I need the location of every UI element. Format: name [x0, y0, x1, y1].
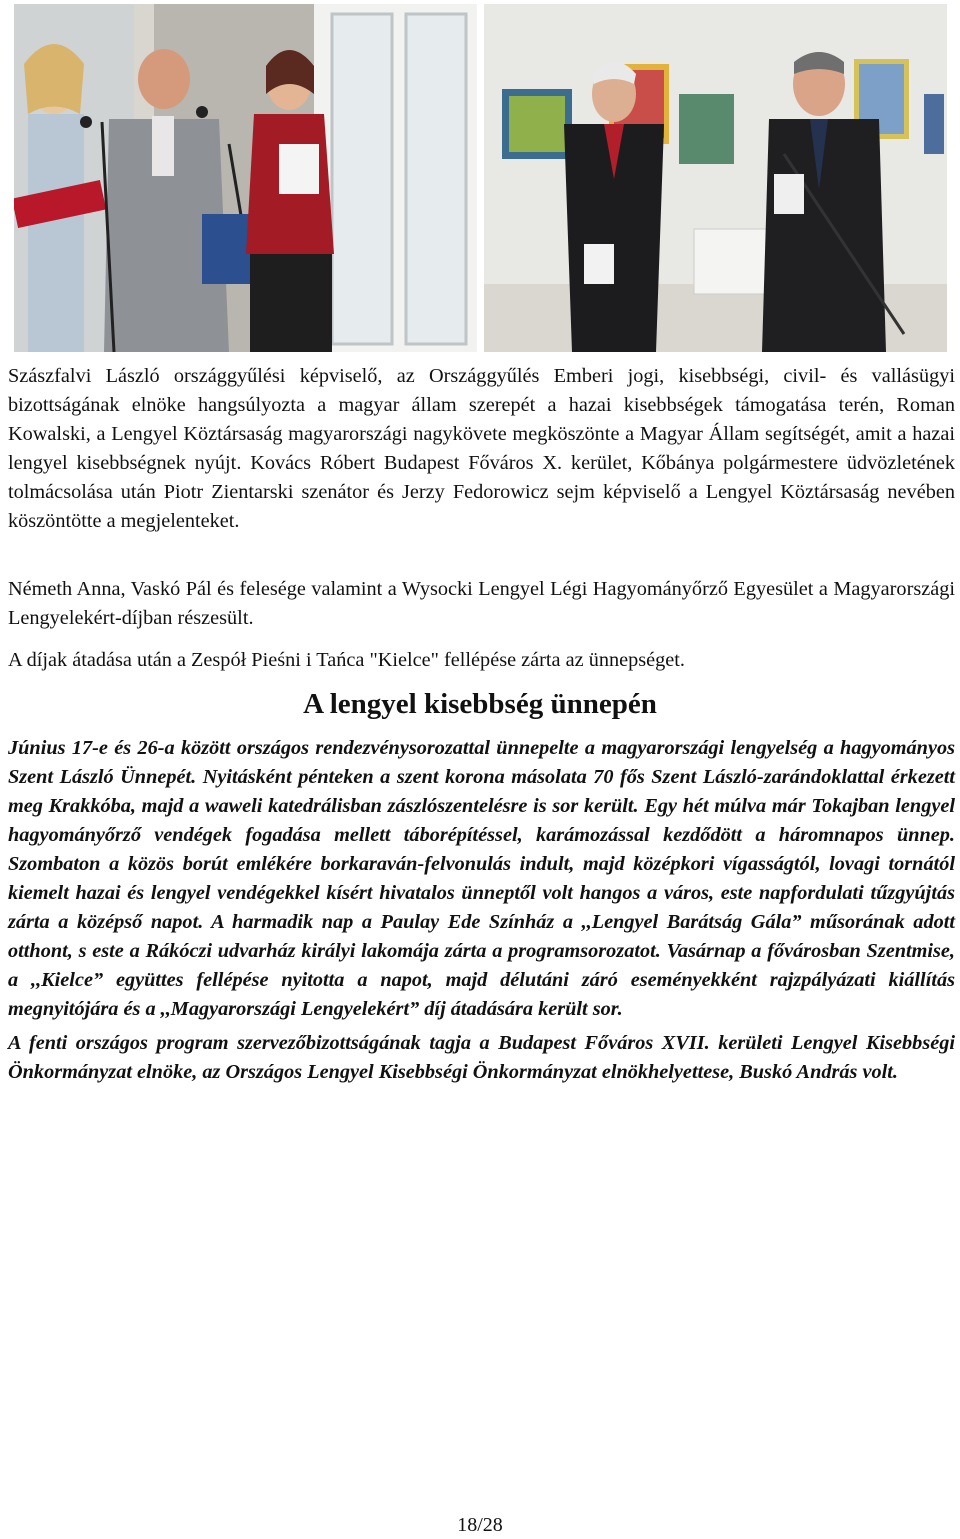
paragraph-awards: Németh Anna, Vaskó Pál és felesége valamint a Wysocki Lengyel Légi Hagyományőrző Egyesület a Magyarországi Lengyelekért-díjban részesült. [8, 578, 955, 629]
article-paragraph-closing: A fenti országos program szervezőbizottságának tagja a Budapest Főváros XVII. kerületi Lengyel Kisebbségi Önkormányzat elnöke, az Országos Lengyel Kisebbségi Önkormányzat elnökhelyettese, Buskó András volt. [8, 1032, 955, 1083]
article-title: A lengyel kisebbség ünnepén [303, 688, 657, 720]
photo-speakers-image [484, 4, 947, 352]
intro-paragraphs [8, 362, 955, 536]
article-body [8, 734, 955, 1087]
article-paragraph-main: Június 17-e és 26-a között országos rendezvénysorozattal ünnepelte a magyarországi lengyelség a hagyományos Szent László Ünnepét. Nyitásként pénteken a szent korona másolata 70 fős Szent László-zarándoklattal érkezett meg Krakkóba, majd a waweli katedrálisban zászlószentelésre is sor került. Egy hét múlva már Tokajban lengyel hagyományőrző vendégek fogadása mellett táborépítéssel, karámozással kezdődött a háromnapos ünnep. Szombaton a közös borút emlékére borkaraván-felvonulás indult, majd középkori vígasságtól, lovagi tornától kiemelt hazai és lengyel vendégekkel kísért hivatalos ünneptől volt hangos a város, este napfordulati tűzgyújtás zárta a középső napot. A harmadik nap a Paulay Ede Színház a ,,Lengyel Barátság Gála” műsorának adott otthont, s este a Rákóczi udvarház királyi lakomája zárta a programsorozatot. Vasárnap a fővárosban Szentmise, a ,,Kielce” együttes fellépése nyitotta a napot, majd délutáni záró eseményekként rajzpályázati kiállítás megnyitójára és a ,,Magyarországi Lengyelekért” díj átadására került sor. [8, 737, 955, 1020]
photo-speakers [484, 4, 947, 352]
paragraph-speeches: Szászfalvi László országgyűlési képviselő, az Országgyűlés Emberi jogi, kisebbségi, civil- és vallásügyi bizottságának elnöke hangsúlyozta a magyar állam szerepét a hazai kisebbségek támogatása terén, Roman Kowalski, a Lengyel Köztársaság magyarországi nagykövete megköszönte a Magyar Állam segítségét, amit a hazai lengyel kisebbségnek nyújt. Kovács Róbert Budapest Főváros X. kerület, Kőbánya polgármestere üdvözletének tolmácsolása után Piotr Zientarski szenátor és Jerzy Fedorowicz sejm képviselő a Lengyel Köztársaság nevében köszöntötte a megjelenteket. [8, 365, 955, 532]
page-number: 18/28 [457, 1514, 503, 1536]
photo-ceremony-image [14, 4, 477, 352]
paragraph-performance: A díjak átadása után a Zespół Pieśni i Tańca "Kielce" fellépése zárta az ünnepséget. [8, 649, 686, 671]
closing-ceremony-paragraph-block [8, 646, 955, 675]
photo-ceremony [14, 4, 477, 352]
awards-paragraph-block [8, 575, 955, 633]
